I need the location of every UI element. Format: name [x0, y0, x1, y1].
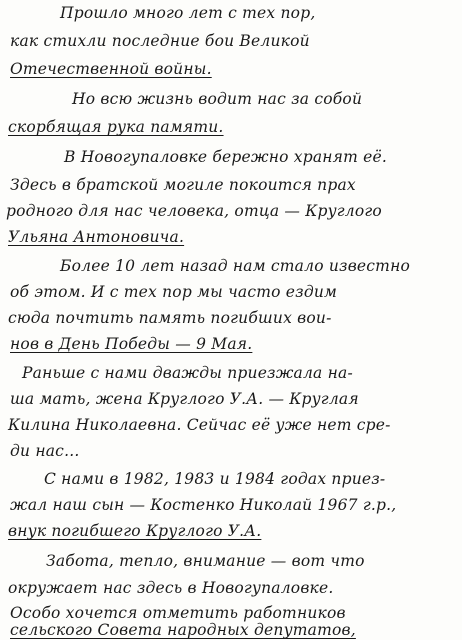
letter-line-11: об этом. И с тех пор мы часто ездим	[10, 283, 338, 301]
letter-line-9: Ульяна Антоновича.	[8, 228, 185, 246]
letter-line-7: Здесь в братской могиле покоится прах	[10, 176, 356, 194]
letter-line-13: нов в День Победы — 9 Мая.	[10, 335, 253, 353]
letter-line-4: Но всю жизнь водит нас за собой	[72, 90, 363, 108]
letter-line-15: ша мать, жена Круглого У.А. — Круглая	[10, 390, 359, 408]
letter-line-16: Килина Николаевна. Сейчас её уже нет сре-	[8, 416, 391, 434]
letter-line-19: жал наш сын — Костенко Николай 1967 г.р.,	[10, 496, 397, 514]
letter-line-12: сюда почтить память погибших вои-	[8, 309, 332, 327]
letter-line-3: Отечественной войны.	[10, 60, 212, 78]
letter-line-14: Раньше с нами дважды приезжала на-	[22, 364, 353, 382]
letter-line-24: сельского Совета народных депутатов,	[10, 621, 356, 639]
letter-line-1: Прошло много лет с тех пор,	[60, 4, 316, 22]
letter-line-6: В Новогупаловке бережно хранят её.	[64, 148, 388, 166]
letter-line-20: внук погибшего Круглого У.А.	[8, 522, 262, 540]
letter-line-22: окружает нас здесь в Новогупаловке.	[8, 579, 334, 597]
letter-line-23: Особо хочется отметить работников	[10, 604, 346, 622]
letter-line-5: скорбящая рука памяти.	[8, 118, 224, 136]
letter-line-18: С нами в 1982, 1983 и 1984 годах приез-	[44, 470, 386, 488]
letter-line-21: Забота, тепло, внимание — вот что	[46, 552, 365, 570]
letter-line-2: как стихли последние бои Великой	[10, 32, 310, 50]
letter-line-10: Более 10 лет назад нам стало известно	[60, 257, 411, 275]
letter-line-8: родного для нас человека, отца — Круглого	[6, 202, 382, 220]
letter-line-17: ди нас...	[10, 442, 80, 460]
